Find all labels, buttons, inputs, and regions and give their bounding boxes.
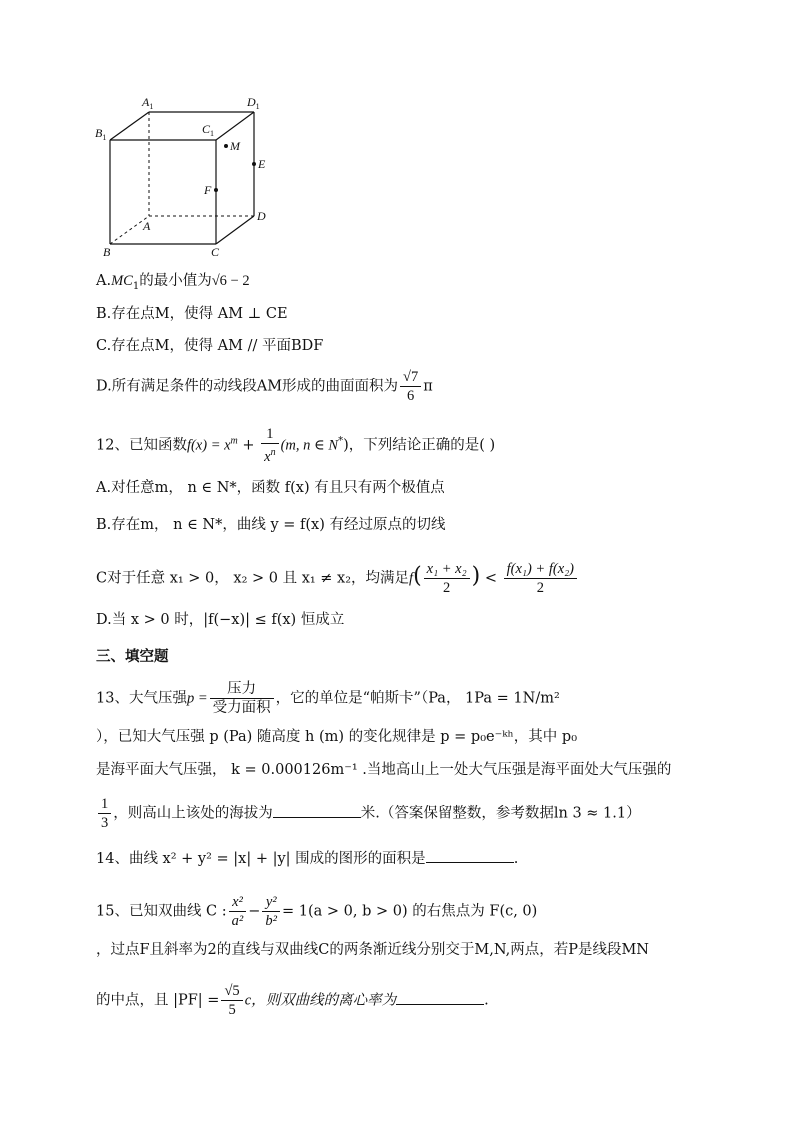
label-D1: $D_1$ [247,95,260,111]
denominator: 2 [443,580,451,596]
line-text: 的中点，且 |PF| = [96,992,220,1009]
label-A1: $A_1$ [142,95,154,111]
line-text: ，它的单位是“帕斯卡”（Pa， 1Pa = 1N/m² [275,690,560,707]
fraction [210,680,274,717]
option-text: B.存在m， n ∈ N*，曲线 y = f(x) 有经过原点的切线 [96,517,446,533]
label-F: F [204,183,212,197]
q15-line-3 [96,982,489,1019]
numerator: 1 [98,795,111,814]
denominator: 2 [536,580,544,596]
math-value: √6 − 2 [211,273,250,289]
label-C1: $C_1$ [202,122,215,138]
denominator: 受力面积 [212,700,271,716]
numerator: f(x₁) + f(x₂) [504,560,577,579]
point-F [214,188,218,192]
fraction [221,982,242,1019]
line-text-end: 米.（答案保留整数，参考数据ln 3 ≈ 1.1） [360,805,641,822]
answer-blank[interactable] [396,990,484,1005]
edge-C-D [216,216,254,244]
answer-blank[interactable] [273,803,361,818]
q13-line-3: 是海平面大气压强， k = 0.000126m⁻¹ .当地高山上一处大气压强是海平面处大气压强的 [96,762,672,778]
line-text-mid: c，则双曲线的离心率为 [244,992,397,1009]
cube-figure [90,90,280,265]
q15-line-2: ，过点F且斜率为2的直线与双曲线C的两条渐近线分别交于M,N,两点，若P是线段MN [96,942,649,958]
numerator: 压力 [210,680,274,699]
numerator: x₁ + x₂ [424,560,470,579]
label-B1: $B_1$ [95,126,107,142]
fraction-2 [262,893,280,930]
question-number: 12、已知函数 [96,437,187,454]
fraction [261,425,278,466]
numerator: √5 [221,982,242,1001]
q12-option-c: C对于任意 x₁ > 0， x₂ > 0 且 x₁ ≠ x₂，均满足f( $\frac{\text{x₁ + x₂}}{2}$ ) < $\frac{\text{f(x₁) + f(x₂)}}{2}$ [96,560,579,597]
option-text: B.存在点M，使得 AM ⊥ CE [96,306,288,322]
point-M [224,144,228,148]
q11-option-b [96,304,288,324]
label-C: C [211,245,220,259]
numerator: √7 [400,368,421,387]
question-number: 13、大气压强 [96,690,187,707]
option-text: C.存在点M，使得 AM // 平面BDF [96,338,324,354]
math-p: p = [186,690,208,707]
label-M: M [230,139,240,153]
q13-line-4 [96,795,641,832]
math-mc: MC [111,273,133,289]
q11-option-d [96,368,433,405]
point-E [252,162,256,166]
numerator: x² [229,893,247,912]
den-base: x [264,448,271,465]
pi-symbol: π [423,378,433,395]
plus: + [237,437,260,454]
option-text: 的最小值为 [139,273,212,289]
den-sup: n [270,447,276,458]
line-text: ，则高山上该处的海拔为 [113,805,273,822]
period: . [513,851,519,867]
superscript: m [230,435,238,447]
option-text: D.所有满足条件的动线段AM形成的曲面面积为 [96,378,399,395]
answer-blank[interactable] [426,848,514,863]
option-text: D.当 x > 0 时，|f(−x)| ≤ f(x) 恒成立 [96,612,345,628]
edge-C1-D1 [216,112,254,140]
fraction-1 [424,560,470,597]
denominator: a² [231,913,244,929]
section-title: 三、填空题 [96,649,169,665]
edge-B1-A1 [110,112,149,140]
subscript: 1 [132,280,140,292]
option-text: C对于任意 x₁ > 0， x₂ > 0 且 x₁ ≠ x₂，均满足 [96,570,410,587]
label-A: A [143,219,151,233]
stem-end: )，下列结论正确的是( ) [343,437,496,454]
label-D: D [257,209,266,223]
period: . [484,992,489,1009]
denominator: b² [265,913,278,929]
math-cond: (m, n ∈ N [280,437,339,454]
q12-option-d [96,610,344,630]
minus: − [248,903,261,920]
label-B: B [103,245,111,259]
fraction-1 [229,893,247,930]
fraction [98,795,111,832]
denominator [261,444,278,466]
denominator: 3 [101,815,109,831]
math-f: f [409,570,414,587]
option-prefix: A. [96,273,112,289]
fraction [400,368,421,405]
q13-line-2: ），已知大气压强 p (Pa) 随高度 h (m) 的变化规律是 p = p₀e⁻ᵏʰ，其中 p₀ [96,729,578,745]
fraction-2 [504,560,577,597]
label-E: E [258,157,266,171]
q12-option-b [96,515,446,535]
denominator: 5 [228,1002,236,1018]
q14-line [96,848,518,869]
line-text: = 1(a > 0, b > 0) 的右焦点为 F(c, 0) [282,903,538,920]
question-text: 14、曲线 x² + y² = |x| + |y| 围成的图形的面积是 [96,851,426,867]
q12-stem: 12、已知函数$f(x) = x^m$ + $\frac{1}{x^n}$ (m, n ∈ N*)，下列结论正确的是( ) [96,426,496,465]
less-than: < [484,570,498,587]
q15-line-1 [96,893,537,930]
q13-line-1 [96,680,560,717]
math-func: f(x) = x [186,437,231,454]
q11-option-a [96,271,250,297]
option-text: A.对任意m， n ∈ N*，函数 f(x) 有且只有两个极值点 [96,480,445,496]
q12-option-a [96,478,445,498]
numerator: y² [262,893,280,912]
denominator: 6 [407,388,415,404]
question-text: 15、已知双曲线 C : [96,903,227,920]
numerator: 1 [261,425,278,444]
q11-option-c [96,336,323,356]
